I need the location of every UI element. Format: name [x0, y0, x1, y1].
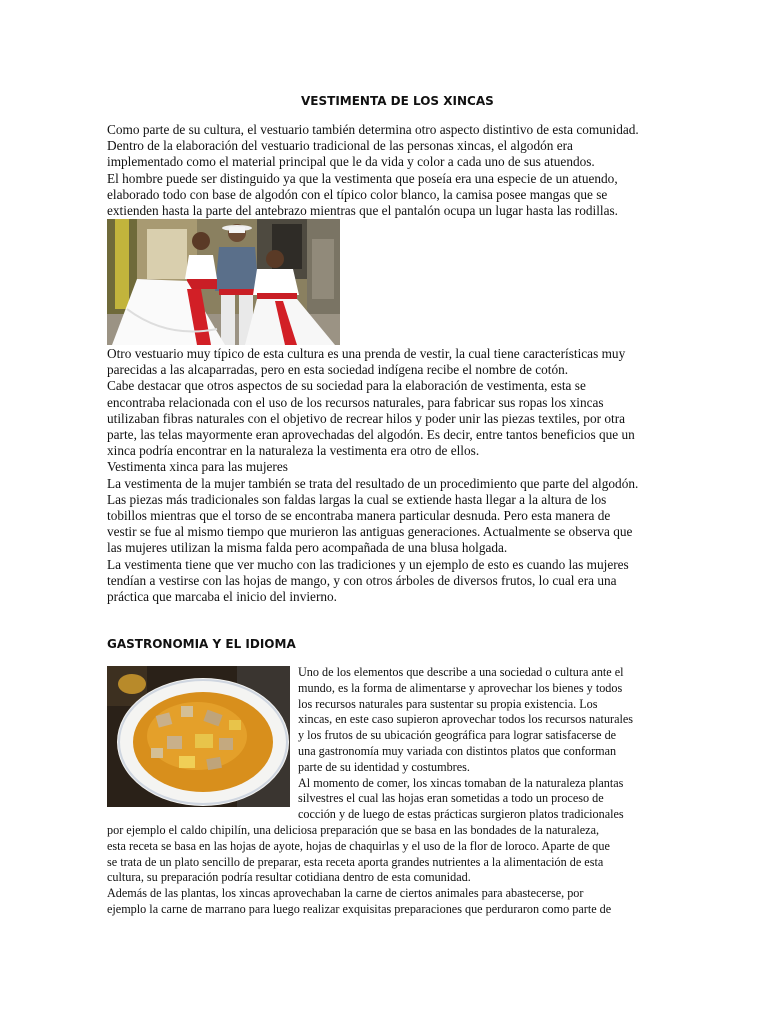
traditional-dress-photo: [107, 219, 340, 345]
text-line: tobillos mientras que el torso de se encontraba manera particular desnuda. Pero esta manera de: [107, 508, 611, 524]
text-line: tendían a vestirse con las hojas de mango, y con otros árboles de diversos frutos, lo cual era una: [107, 572, 617, 588]
section-title-gastronomia: GASTRONOMIA Y EL IDIOMA: [107, 637, 296, 651]
text-line: parte de su identidad y costumbres.: [298, 759, 470, 774]
text-line: esta receta se basa en las hojas de ayote, hojas de chaquirlas y el uso de la flor de loroco. Aparte de que: [107, 838, 610, 853]
text-line: cocción y de luego de estas prácticas surgieron platos tradicionales: [298, 807, 624, 822]
text-line: encontraba relacionada con el uso de los recursos naturales, para fabricar sus ropas los xincas: [107, 394, 604, 410]
section-title-vestimenta: VESTIMENTA DE LOS XINCAS: [301, 94, 494, 108]
text-line: se trata de un plato sencillo de preparar, esta receta aporta grandes nutrientes a la alimentación de esta: [107, 854, 604, 869]
text-line: elaborado todo con base de algodón con el típico color blanco, la camisa posee mangas que se: [107, 186, 608, 202]
text-line: Dentro de la elaboración del vestuario tradicional de las personas xincas, el algodón era: [107, 138, 573, 154]
text-line: ejemplo la carne de marrano para luego realizar exquisitas preparaciones que perduraron como parte de: [107, 901, 612, 916]
text-line: implementado como el material principal que le da vida y color a cada uno de sus atuendos.: [107, 154, 595, 170]
paragraph-gastronomia-full: [107, 823, 663, 918]
text-line: La vestimenta tiene que ver mucho con las tradiciones y un ejemplo de esto es cuando las mujeres: [107, 556, 629, 572]
text-line: cultura, su preparación podría resultar cotidiana dentro de esta comunidad.: [107, 870, 471, 885]
text-line: xincas, en este caso supieron aprovechar todos los recursos naturales: [298, 712, 634, 727]
text-line: práctica que marcaba el inicio del invierno.: [107, 589, 338, 605]
text-line: Al momento de comer, los xincas tomaban de la naturaleza plantas: [298, 775, 624, 790]
text-line: utilizaban fibras naturales con el objetivo de recrear hilos y poder unir las piezas textiles, por otra: [107, 410, 626, 426]
text-line: silvestres el cual las hojas eran sometidas a todo un proceso de: [298, 791, 604, 806]
text-line: Además de las plantas, los xincas aprovechaban la carne de ciertos animales para abastecerse, por: [107, 886, 584, 901]
text-line: vestir se fue al mismo tiempo que murieron las antiguas generaciones. Actualmente se observa que: [107, 524, 633, 540]
text-line: las mujeres utilizan la misma falda pero acompañada de una blusa holgada.: [107, 540, 508, 556]
paragraph-gastronomia-side: [298, 665, 663, 823]
text-line: y los frutos de su ubicación geográfica para lograr satisfacerse de: [298, 728, 617, 743]
text-line: Cabe destacar que otros aspectos de su sociedad para la elaboración de vestimenta, esta se: [107, 378, 586, 394]
text-line: parecidas a las alcaparradas, pero en esta sociedad indígena recibe el nombre de cotón.: [107, 362, 569, 378]
text-line: Como parte de su cultura, el vestuario también determina otro aspecto distintivo de esta comunidad.: [107, 122, 639, 137]
paragraph-vestimenta-body: [107, 346, 663, 605]
text-line: por ejemplo el caldo chipilín, una deliciosa preparación que se basa en las bondades de la naturaleza,: [107, 823, 600, 837]
text-line: El hombre puede ser distinguido ya que la vestimenta que poseía era una especie de un atuendo,: [107, 170, 618, 186]
soup-dish-photo: [107, 666, 290, 807]
text-line: Otro vestuario muy típico de esta cultura es una prenda de vestir, la cual tiene características muy: [107, 346, 626, 361]
text-line: xinca podría encontrar en la naturaleza la vestimenta era otro de ellos.: [107, 443, 480, 459]
text-line: Las piezas más tradicionales son faldas largas la cual se extiende hasta llegar a la altura de los: [107, 491, 607, 507]
text-line: extienden hasta la parte del antebrazo mientras que el pantalón ocupa un lugar hasta las rodillas.: [107, 203, 618, 219]
paragraph-vestimenta-intro: [107, 122, 663, 219]
text-line: La vestimenta de la mujer también se trata del resultado de un procedimiento que parte del algodón.: [107, 475, 639, 491]
text-line: parte, las telas mayormente eran aprovechadas del algodón. Es decir, entre tantos beneficios que un: [107, 427, 635, 443]
text-line: una gastronomía muy variada con distintos platos que conforman: [298, 743, 617, 758]
text-line: Uno de los elementos que describe a una sociedad o cultura ante el: [298, 665, 624, 679]
text-line: mundo, es la forma de alimentarse y aprovechar los bienes y todos: [298, 680, 623, 695]
text-line: los recursos naturales para sustentar su propia existencia. Los: [298, 696, 598, 711]
subheading-mujeres: Vestimenta xinca para las mujeres: [107, 459, 288, 475]
